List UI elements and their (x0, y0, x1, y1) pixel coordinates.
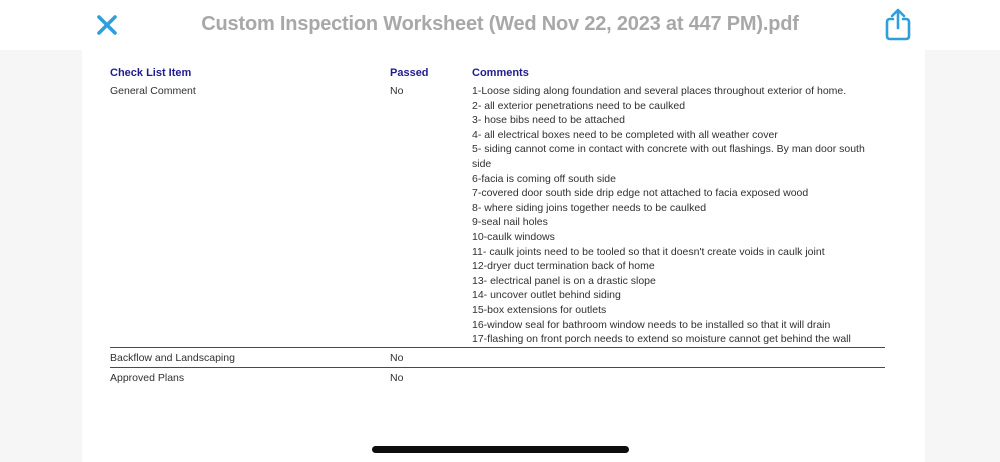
column-header-comments: Comments (472, 67, 529, 79)
comment-line: 17-flashing on front porch needs to extend so moisture cannot get behind the wall (472, 333, 851, 346)
pdf-page (82, 50, 925, 462)
document-viewport (0, 50, 1000, 462)
comment-line: 3- hose bibs need to be attached (472, 114, 625, 127)
inspection-table (110, 66, 885, 388)
share-icon (881, 31, 915, 46)
table-row (110, 347, 885, 368)
comment-line: 7-covered door south side drip edge not attached to facia exposed wood (472, 187, 809, 200)
checklist-item-label: Approved Plans (110, 372, 185, 385)
share-button[interactable] (881, 7, 915, 43)
comment-line: 15-box extensions for outlets (472, 303, 607, 316)
close-button[interactable] (93, 11, 121, 39)
comment-line: 14- uncover outlet behind siding (472, 289, 621, 302)
comment-line: 5- siding cannot come in contact with concrete with out flashings. By man door south side (472, 143, 865, 170)
checklist-item-label: General Comment (110, 85, 196, 97)
comment-line: 1-Loose siding along foundation and several places throughout exterior of home. (472, 85, 847, 97)
home-indicator[interactable] (372, 446, 629, 453)
table-row (110, 367, 885, 388)
comment-line: 6-facia is coming off south side (472, 172, 616, 185)
comment-line: 10-caulk windows (472, 230, 555, 243)
comment-line: 13- electrical panel is on a drastic slope (472, 274, 656, 287)
comment-line: 9-seal nail holes (472, 216, 548, 229)
column-header-checklist-item: Check List Item (110, 67, 192, 79)
passed-value: No (390, 372, 404, 385)
table-header-row (110, 66, 885, 80)
comment-line: 2- all exterior penetrations need to be caulked (472, 99, 686, 112)
close-icon (93, 27, 121, 42)
comment-line: 11- caulk joints need to be tooled so that it doesn't create voids in caulk joint (472, 245, 825, 258)
comments-cell (472, 84, 872, 347)
comment-line: 16-window seal for bathroom window needs to be installed so that it will drain (472, 318, 831, 331)
document-title: Custom Inspection Worksheet (Wed Nov 22, 2023 at 447 PM).pdf (201, 13, 799, 35)
toolbar (0, 0, 1000, 50)
comment-line: 12-dryer duct termination back of home (472, 260, 655, 273)
column-header-passed: Passed (390, 67, 429, 79)
passed-value: No (390, 85, 404, 97)
passed-value: No (390, 351, 404, 364)
comment-line: 4- all electrical boxes need to be completed with all weather cover (472, 128, 778, 141)
table-row (110, 84, 885, 347)
checklist-item-label: Backflow and Landscaping (110, 351, 235, 364)
comment-line: 8- where siding joins together needs to be caulked (472, 201, 707, 214)
